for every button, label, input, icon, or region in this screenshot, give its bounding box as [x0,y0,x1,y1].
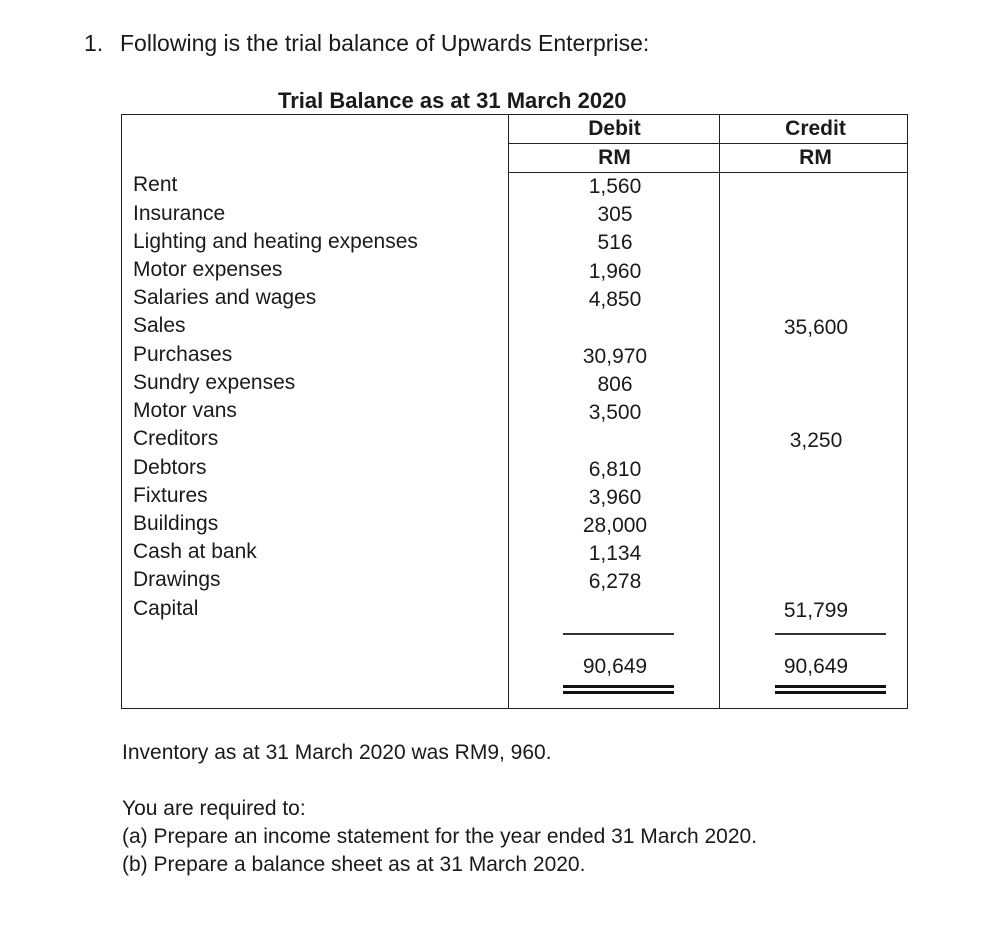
credit-amount-creditors: 3,250 [789,429,843,452]
debit-amount-drawings: 6,278 [588,570,642,593]
account-label-creditors: Creditors [133,427,219,450]
credit-total: 90,649 [783,655,849,678]
debit-amount-motor-vans: 3,500 [588,401,642,424]
column-divider-credit [719,114,720,709]
debit-amount-fixtures: 3,960 [588,486,642,509]
debit-amount-insurance: 305 [597,203,633,226]
account-label-rent: Rent [133,173,178,196]
credit-amount-sales: 35,600 [783,316,849,339]
account-label-lighting-heating: Lighting and heating expenses [133,230,418,253]
requirement-b: (b) Prepare a balance sheet as at 31 March 2020. [122,853,586,876]
account-label-sales: Sales [133,314,186,337]
question-heading [84,30,649,57]
header-divider [508,143,908,144]
requirements-intro: You are required to: [122,797,306,820]
question-text: Following is the trial balance of Upwards Enterprise: [120,30,650,56]
credit-subtotal-rule [775,633,886,635]
requirement-a: (a) Prepare an income statement for the year ended 31 March 2020. [122,825,758,848]
debit-total: 90,649 [582,655,648,678]
debit-amount-lighting-heating: 516 [597,231,633,254]
account-label-cash-at-bank: Cash at bank [133,540,257,563]
account-label-debtors: Debtors [133,456,207,479]
account-label-buildings: Buildings [133,512,219,535]
debit-heading: Debit [588,117,641,140]
account-label-salaries-wages: Salaries and wages [133,286,317,309]
header-bottom-line [508,172,908,173]
account-label-drawings: Drawings [133,568,221,591]
credit-unit: RM [799,146,832,169]
credit-amount-capital: 51,799 [783,599,849,622]
trial-balance-title: Trial Balance as at 31 March 2020 [278,88,627,113]
debit-double-underline-bottom [563,691,674,694]
debit-amount-purchases: 30,970 [582,345,648,368]
question-number: 1. [84,30,104,56]
debit-subtotal-rule [563,633,674,635]
credit-double-underline-top [775,685,886,688]
account-label-capital: Capital [133,597,199,620]
account-label-motor-vans: Motor vans [133,399,237,422]
account-label-motor-expenses: Motor expenses [133,258,283,281]
credit-heading: Credit [785,117,846,140]
debit-unit: RM [598,146,631,169]
debit-amount-buildings: 28,000 [582,514,648,537]
inventory-note: Inventory as at 31 March 2020 was RM9, 960. [122,741,552,764]
account-label-purchases: Purchases [133,343,233,366]
debit-double-underline-top [563,685,674,688]
account-label-fixtures: Fixtures [133,484,208,507]
debit-amount-cash-at-bank: 1,134 [588,542,642,565]
account-label-insurance: Insurance [133,202,226,225]
credit-double-underline-bottom [775,691,886,694]
debit-amount-rent: 1,560 [588,175,642,198]
debit-amount-debtors: 6,810 [588,458,642,481]
debit-amount-sundry-expenses: 806 [597,373,633,396]
debit-amount-salaries-wages: 4,850 [588,288,642,311]
account-label-sundry-expenses: Sundry expenses [133,371,296,394]
debit-amount-motor-expenses: 1,960 [588,260,642,283]
column-divider-debit [508,114,509,709]
